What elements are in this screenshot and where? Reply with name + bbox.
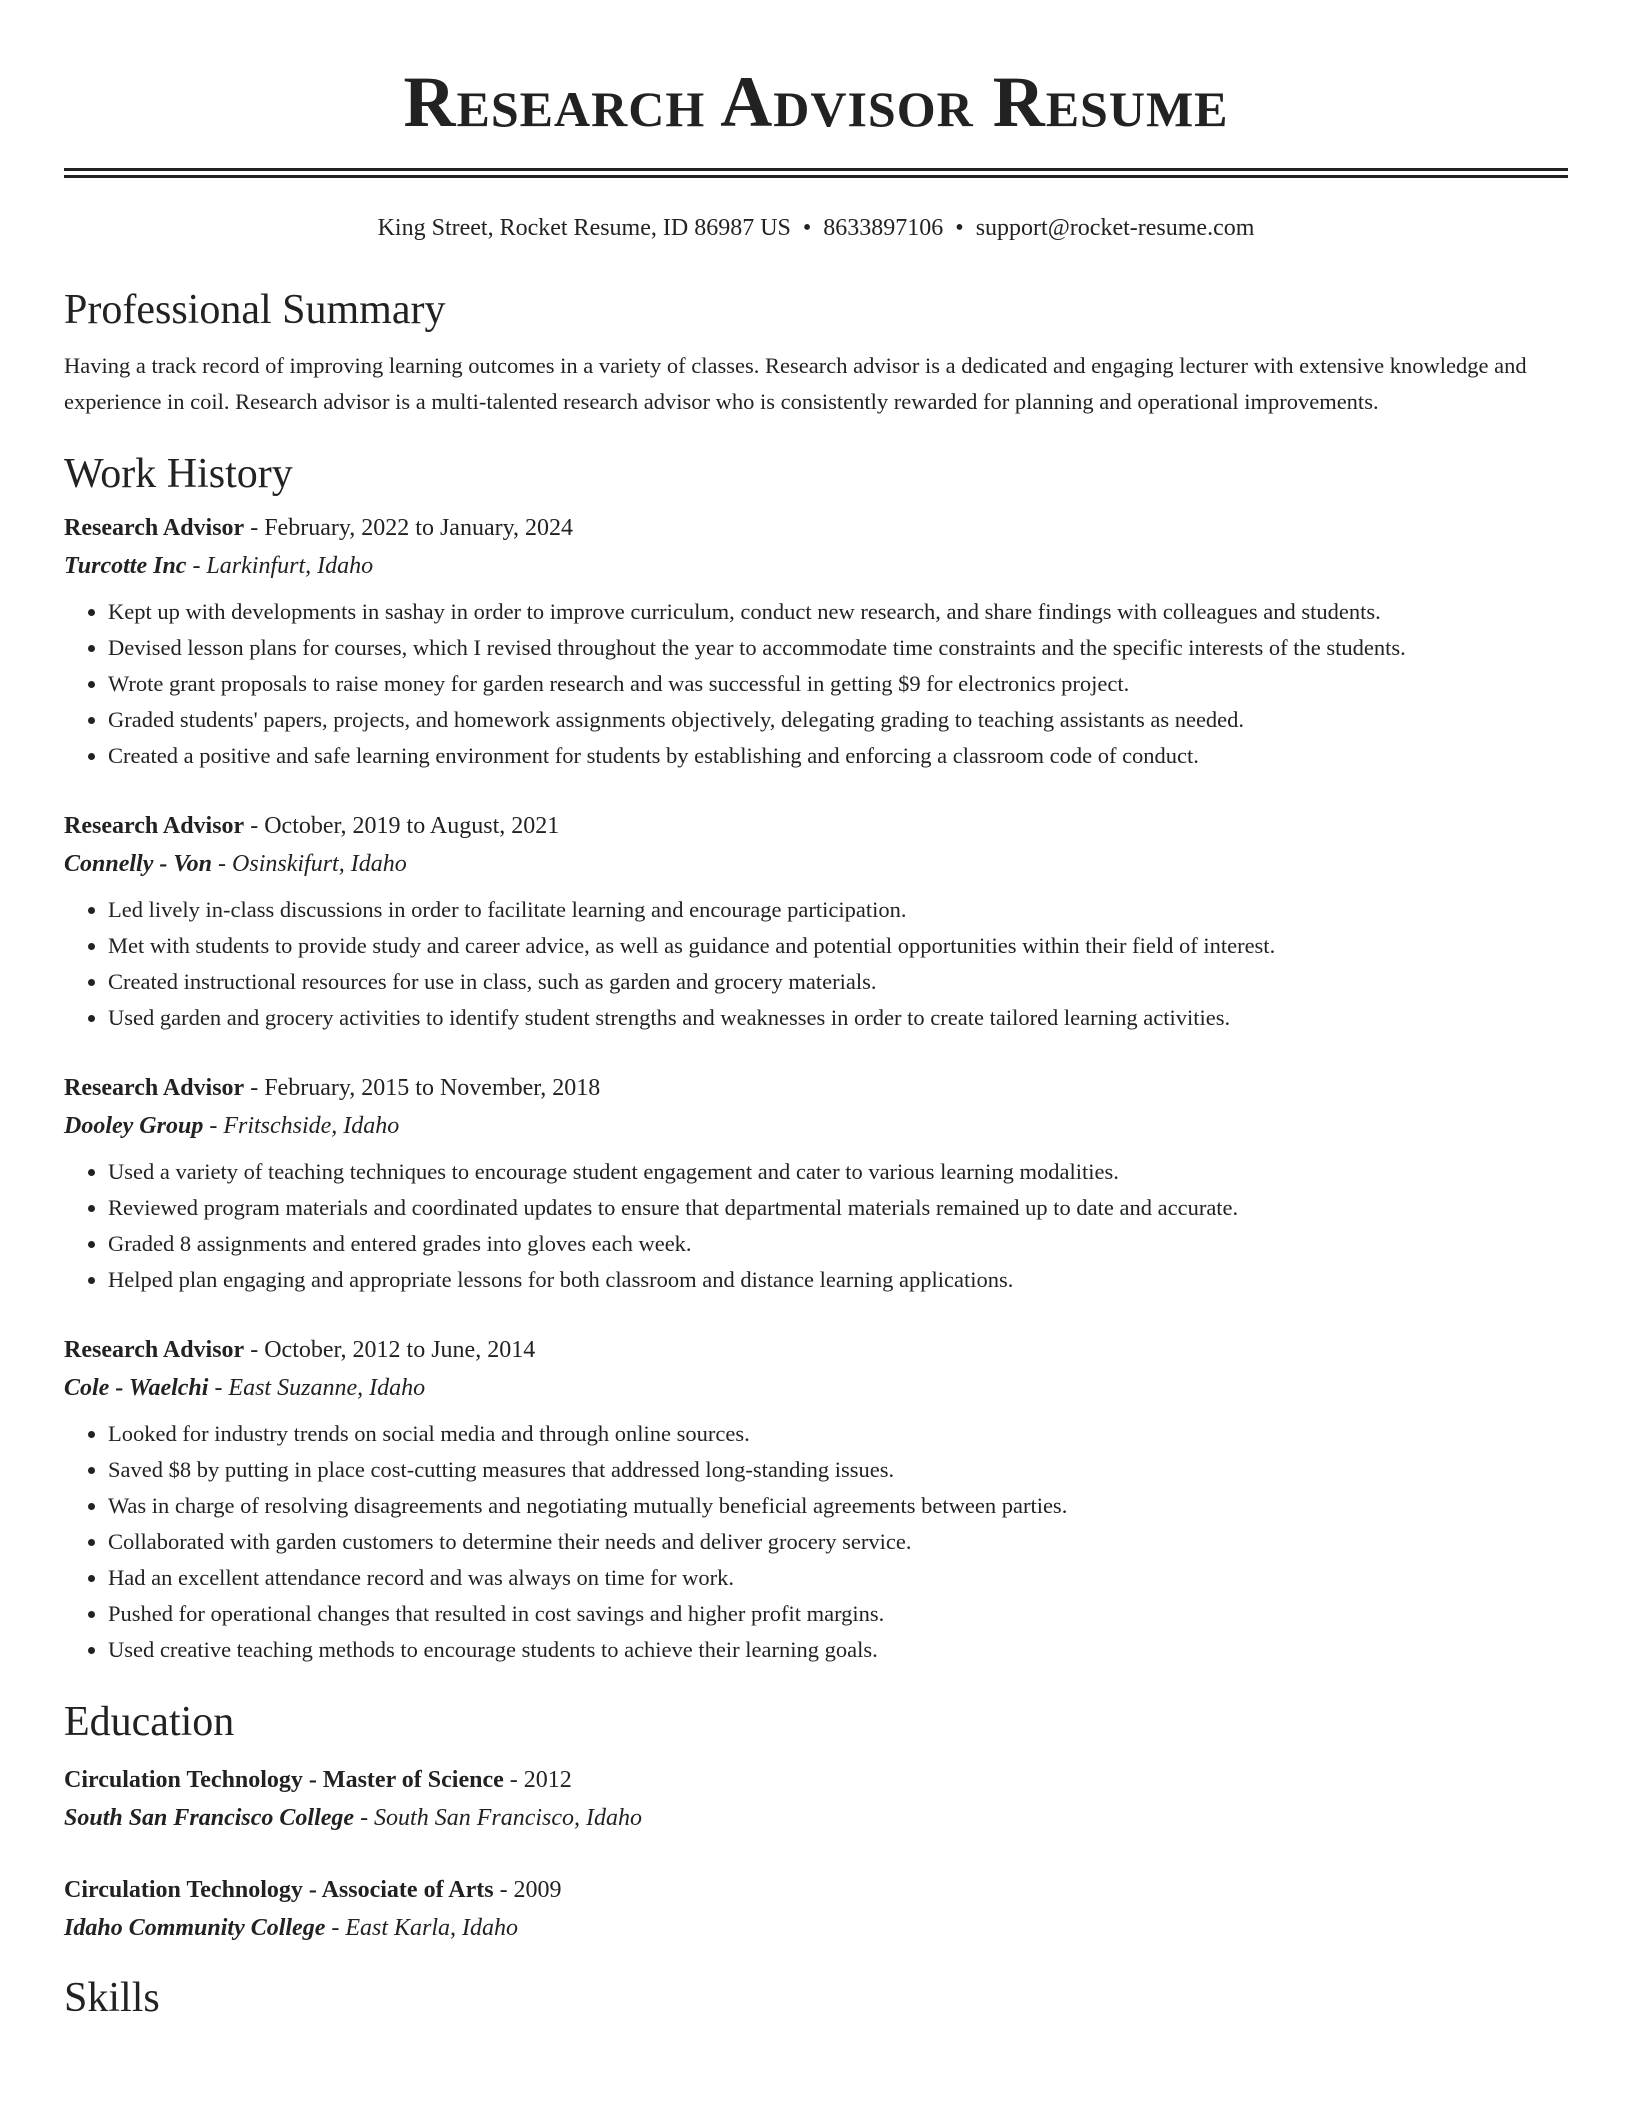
job-bullet: • Reviewed program materials and coordinated updates to ensure that departmental materials remained up to date and accurate. [108,1190,1568,1226]
job-title-line [64,510,1568,546]
job-bullets [64,892,1568,1036]
contact-email: support@rocket-resume.com [975,215,1255,241]
education-year: - 2009 [493,1877,562,1903]
education-school-line [64,1908,1568,1948]
job-bullets [64,1416,1568,1668]
education-school: South San Francisco College [64,1805,355,1831]
contact-separator: • [955,215,964,241]
contact-separator: • [802,215,812,241]
job-bullet: • Was in charge of resolving disagreements and negotiating mutually beneficial agreements between parties. [108,1488,1568,1524]
job-location: - Larkinfurt, Idaho [186,553,374,579]
education-degree: Circulation Technology - Associate of Arts [64,1877,494,1903]
job-company: Dooley Group [64,1113,204,1139]
job-bullet: • Wrote grant proposals to raise money for garden research and was successful in getting $9 for electronics project. [108,666,1568,702]
job-bullet: • Used creative teaching methods to encourage students to achieve their learning goals. [108,1632,1568,1668]
job-bullet: • Devised lesson plans for courses, which I revised throughout the year to accommodate time constraints and the specific interests of the students. [108,630,1568,666]
education-school: Idaho Community College [64,1915,326,1941]
job-bullet: • Collaborated with garden customers to determine their needs and deliver grocery service. [108,1524,1568,1560]
job-bullet: • Saved $8 by putting in place cost-cutting measures that addressed long-standing issues. [108,1452,1568,1488]
job-bullet: • Led lively in-class discussions in order to facilitate learning and encourage participation. [108,892,1568,928]
job-bullet: • Used garden and grocery activities to identify student strengths and weaknesses in order to create tailored learning activities. [108,1000,1568,1036]
education-list [64,1762,1568,1948]
job-bullets [64,1154,1568,1298]
job-bullet: • Graded students' papers, projects, and homework assignments objectively, delegating grading to teaching assistants as needed. [108,702,1568,738]
job-dates: - October, 2019 to August, 2021 [244,813,560,839]
job-company-line [64,844,1568,884]
contact-address: King Street, Rocket Resume, ID 86987 US [377,215,791,241]
job-company-line [64,1368,1568,1408]
job-bullet: • Created a positive and safe learning environment for students by establishing and enforcing a classroom code of conduct. [108,738,1568,774]
work-history-heading: Work History [64,451,293,497]
job-bullet: • Pushed for operational changes that resulted in cost savings and higher profit margins. [108,1596,1568,1632]
education-heading: Education [64,1699,235,1745]
job-role: Research Advisor [64,1337,245,1363]
education-location: - East Karla, Idaho [325,1915,519,1941]
education-degree-line [64,1872,1568,1908]
job-bullet: • Helped plan engaging and appropriate lessons for both classroom and distance learning applications. [108,1262,1568,1298]
title-double-rule [64,168,1568,178]
job-location: - Fritschside, Idaho [203,1113,400,1139]
contact-line [64,212,1568,244]
job-title-line [64,1070,1568,1106]
job-dates: - February, 2015 to November, 2018 [244,1075,601,1101]
education-location: - South San Francisco, Idaho [354,1805,643,1831]
job-bullet: • Used a variety of teaching techniques to encourage student engagement and cater to various learning modalities. [108,1154,1568,1190]
education-school-line [64,1798,1568,1838]
job-role: Research Advisor [64,1075,245,1101]
summary-heading: Professional Summary [64,287,446,333]
job-bullet: • Graded 8 assignments and entered grades into gloves each week. [108,1226,1568,1262]
job-location: - Osinskifurt, Idaho [212,851,407,877]
job-company: Turcotte Inc [64,553,187,579]
education-entry [64,1762,1568,1838]
job-title-line [64,808,1568,844]
education-year: - 2012 [503,1767,572,1793]
job-role: Research Advisor [64,515,245,541]
job-entry [64,1332,1568,1668]
job-company-line [64,546,1568,586]
job-company: Connelly - Von [64,851,213,877]
job-company-line [64,1106,1568,1146]
job-bullet: • Had an excellent attendance record and was always on time for work. [108,1560,1568,1596]
job-bullet: • Met with students to provide study and career advice, as well as guidance and potential opportunities within their field of interest. [108,928,1568,964]
job-entry [64,1070,1568,1298]
job-entry [64,510,1568,774]
job-dates: - February, 2022 to January, 2024 [244,515,574,541]
job-bullet: • Looked for industry trends on social media and through online sources. [108,1416,1568,1452]
skills-heading: Skills [64,1975,160,2021]
education-entry [64,1872,1568,1948]
page-title: Research Advisor Resume [403,62,1229,142]
job-location: - East Suzanne, Idaho [208,1375,426,1401]
job-entry [64,808,1568,1036]
job-company: Cole - Waelchi [64,1375,209,1401]
work-history-list [64,510,1568,1668]
education-degree: Circulation Technology - Master of Science [64,1767,504,1793]
job-role: Research Advisor [64,813,245,839]
job-title-line [64,1332,1568,1368]
education-degree-line [64,1762,1568,1798]
summary-text: Having a track record of improving learning outcomes in a variety of classes. Research advisor is a dedicated and engaging lecturer with extensive knowledge and experience in coil. Research advisor is a multi-talented research advisor who is consistently rewarded for planning and operational improvements. [64,353,1527,414]
job-dates: - October, 2012 to June, 2014 [244,1337,536,1363]
job-bullet: • Created instructional resources for use in class, such as garden and grocery materials. [108,964,1568,1000]
job-bullets [64,594,1568,774]
contact-phone: 8633897106 [823,215,944,241]
job-bullet: • Kept up with developments in sashay in order to improve curriculum, conduct new research, and share findings with colleagues and students. [108,594,1568,630]
